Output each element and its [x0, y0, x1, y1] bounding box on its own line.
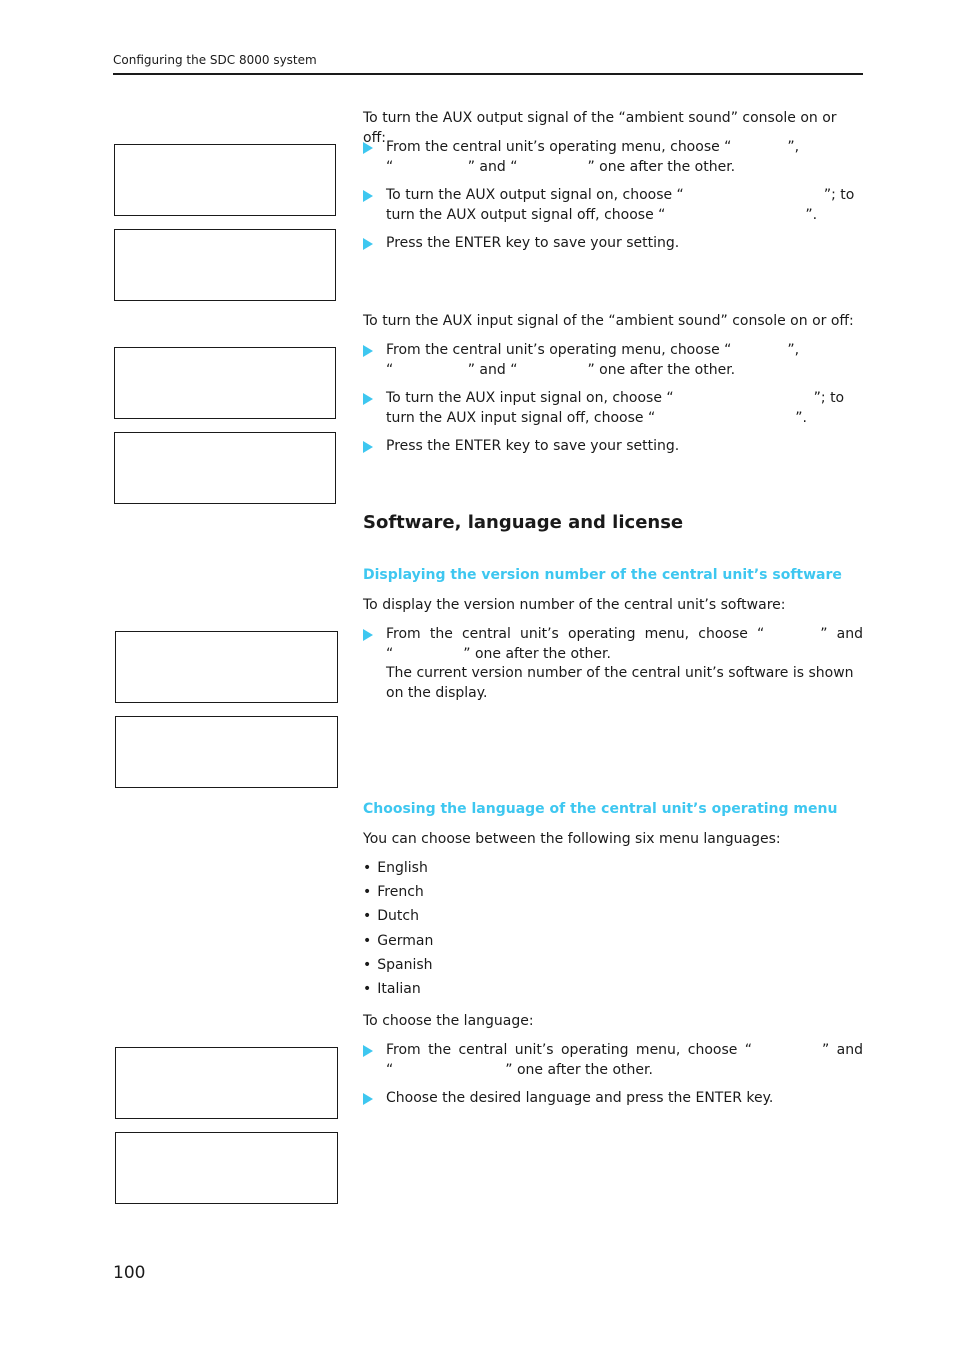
- step-arrow-icon: [363, 441, 373, 453]
- language-list: [363, 857, 433, 1002]
- step-arrow-icon: [363, 190, 373, 202]
- subheading-language: Choosing the language of the central unit’s operating menu: [363, 801, 838, 817]
- step-text: From the central unit’s operating menu, choose “ ” and “ ” one after the other.: [386, 1042, 863, 1078]
- version-intro: To display the version number of the central unit’s software:: [363, 597, 786, 613]
- lcd-display-software-version: [115, 716, 338, 788]
- aux-input-step-1: [363, 341, 863, 380]
- aux-output-step-1: [363, 138, 863, 177]
- version-step-1: [363, 625, 863, 703]
- step-text: To turn the AUX input signal on, choose “ ”; to turn the AUX input signal off, choose “ ”.: [386, 390, 845, 426]
- step-text: From the central unit’s operating menu, choose “ ” and “ ” one after the other.: [386, 626, 863, 662]
- aux-input-intro: To turn the AUX input signal of the “ambient sound” console on or off:: [363, 313, 854, 329]
- lcd-display-aux-output-setting: [114, 229, 336, 301]
- step-arrow-icon: [363, 142, 373, 154]
- list-item: • French: [363, 881, 433, 905]
- list-item: • Dutch: [363, 905, 433, 929]
- lcd-display-aux-input-setting: [114, 432, 336, 504]
- aux-input-step-2: [363, 389, 863, 428]
- step-text: Choose the desired language and press the ENTER key.: [386, 1090, 774, 1106]
- step-result-text: The current version number of the central unit’s software is shown on the display.: [386, 665, 854, 701]
- lcd-display-aux-input-menu: [114, 347, 336, 419]
- aux-output-intro: To turn the AUX output signal of the “ambient sound” console on or off:: [363, 110, 837, 146]
- list-item: • German: [363, 930, 433, 954]
- list-item: • Spanish: [363, 954, 433, 978]
- step-text: From the central unit’s operating menu, choose “ ”, “ ” and “ ” one after the other.: [386, 139, 800, 175]
- list-item: • Italian: [363, 978, 433, 1002]
- language-step-2: [363, 1089, 863, 1109]
- running-header: Configuring the SDC 8000 system: [113, 53, 863, 75]
- step-arrow-icon: [363, 1093, 373, 1105]
- language-intro: You can choose between the following six menu languages:: [363, 831, 781, 847]
- step-arrow-icon: [363, 1045, 373, 1057]
- list-item: • English: [363, 857, 433, 881]
- language-choose-intro: To choose the language:: [363, 1013, 534, 1029]
- lcd-display-software-menu: [115, 631, 338, 703]
- page-number: 100: [113, 1263, 146, 1283]
- step-arrow-icon: [363, 238, 373, 250]
- step-text: To turn the AUX output signal on, choose “ ”; to turn the AUX output signal off, choose “ ”.: [386, 187, 855, 223]
- step-text: Press the ENTER key to save your setting.: [386, 235, 680, 251]
- language-step-1: [363, 1041, 863, 1080]
- step-text: From the central unit’s operating menu, choose “ ”, “ ” and “ ” one after the other.: [386, 342, 800, 378]
- step-arrow-icon: [363, 393, 373, 405]
- lcd-display-aux-output-menu: [114, 144, 336, 216]
- aux-output-step-3: [363, 234, 863, 254]
- section-title: Software, language and license: [363, 512, 684, 533]
- aux-output-step-2: [363, 186, 863, 225]
- aux-input-step-3: [363, 437, 863, 457]
- lcd-display-language-menu: [115, 1047, 338, 1119]
- step-arrow-icon: [363, 629, 373, 641]
- lcd-display-language-setting: [115, 1132, 338, 1204]
- subheading-version: Displaying the version number of the central unit’s software: [363, 567, 842, 583]
- step-arrow-icon: [363, 345, 373, 357]
- step-text: Press the ENTER key to save your setting.: [386, 438, 680, 454]
